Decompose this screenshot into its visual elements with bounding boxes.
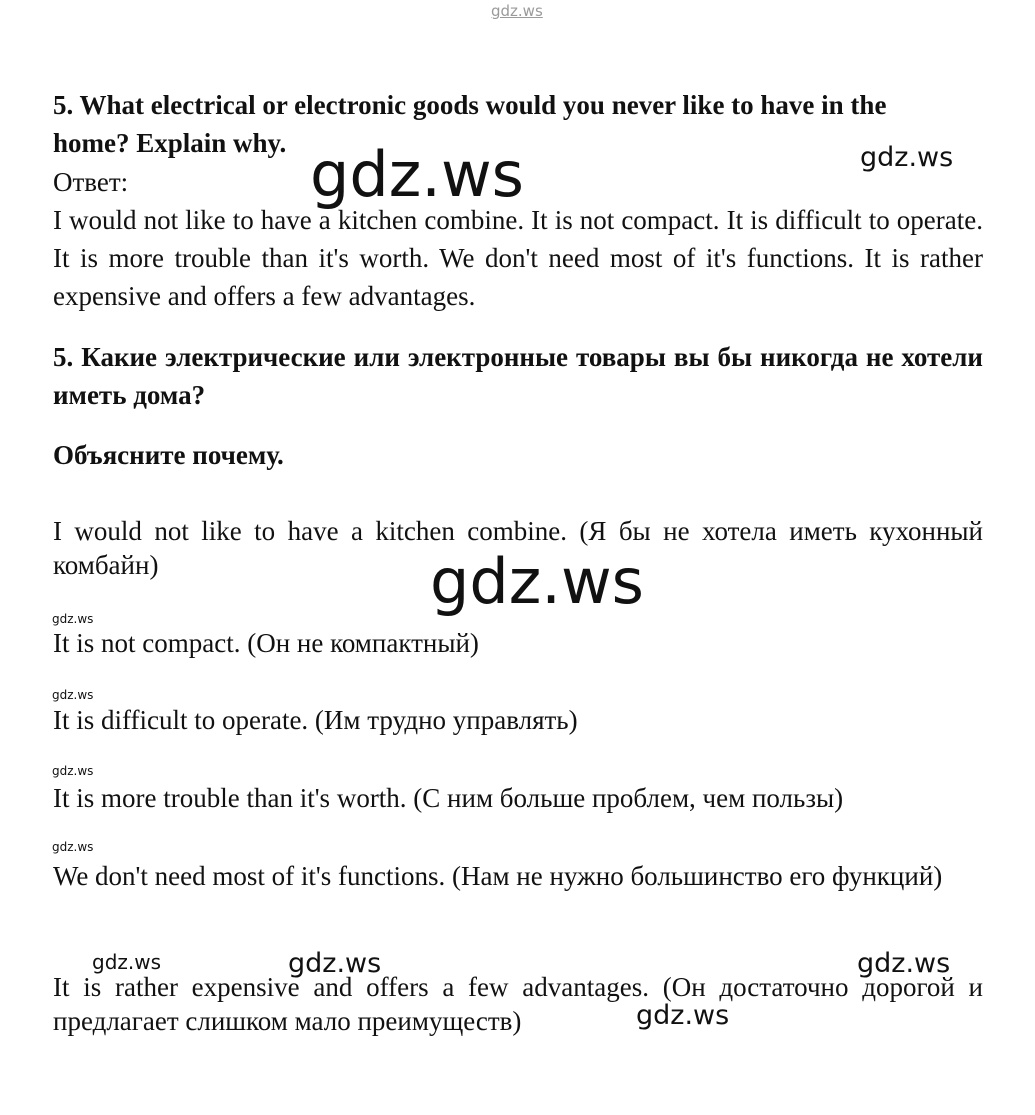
watermark-small-2: gdz.ws: [52, 688, 94, 702]
watermark-small-4: gdz.ws: [52, 840, 94, 854]
watermark-small-5: gdz.ws: [92, 950, 162, 974]
translation-5: We don't need most of it's functions. (Нам не нужно большинство его функций): [53, 861, 943, 891]
translation-2: It is not compact. (Он не компактный): [53, 628, 479, 658]
watermark-top: gdz.ws: [491, 2, 543, 20]
translation-1: I would not like to have a kitchen combine. (Я бы не хотела иметь кухонный комбайн): [53, 516, 983, 580]
question-en-line-2: home? Explain why.: [53, 128, 287, 158]
question-en-line-1: 5. What electrical or electronic goods would you never like to have in the: [53, 90, 887, 120]
question-ru-explain: Объясните почему.: [53, 440, 284, 470]
watermark-small-1: gdz.ws: [52, 612, 94, 626]
watermark-medium-1: gdz.ws: [860, 142, 954, 173]
translation-3: It is difficult to operate. (Им трудно управлять): [53, 705, 578, 735]
watermark-large-1: gdz.ws: [310, 138, 524, 211]
watermark-medium-4: gdz.ws: [636, 1000, 730, 1031]
watermark-medium-2: gdz.ws: [288, 948, 382, 979]
watermark-large-2: gdz.ws: [430, 545, 644, 618]
answer-label: Ответ:: [53, 167, 129, 197]
answer-paragraph: I would not like to have a kitchen combine. It is not compact. It is difficult to operate. It is more trouble than it's worth. We don't need most of it's functions. It is rather expensive and offers a few advantages.: [53, 205, 983, 311]
watermark-medium-3: gdz.ws: [857, 948, 951, 979]
translation-4: It is more trouble than it's worth. (С ним больше проблем, чем пользы): [53, 783, 844, 813]
watermark-small-3: gdz.ws: [52, 764, 94, 778]
question-ru: 5. Какие электрические или электронные товары вы бы никогда не хотели иметь дома?: [53, 342, 983, 410]
translation-6: It is rather expensive and offers a few advantages. (Он достаточно дорогой и предлагает слишком мало преимуществ): [53, 972, 983, 1036]
